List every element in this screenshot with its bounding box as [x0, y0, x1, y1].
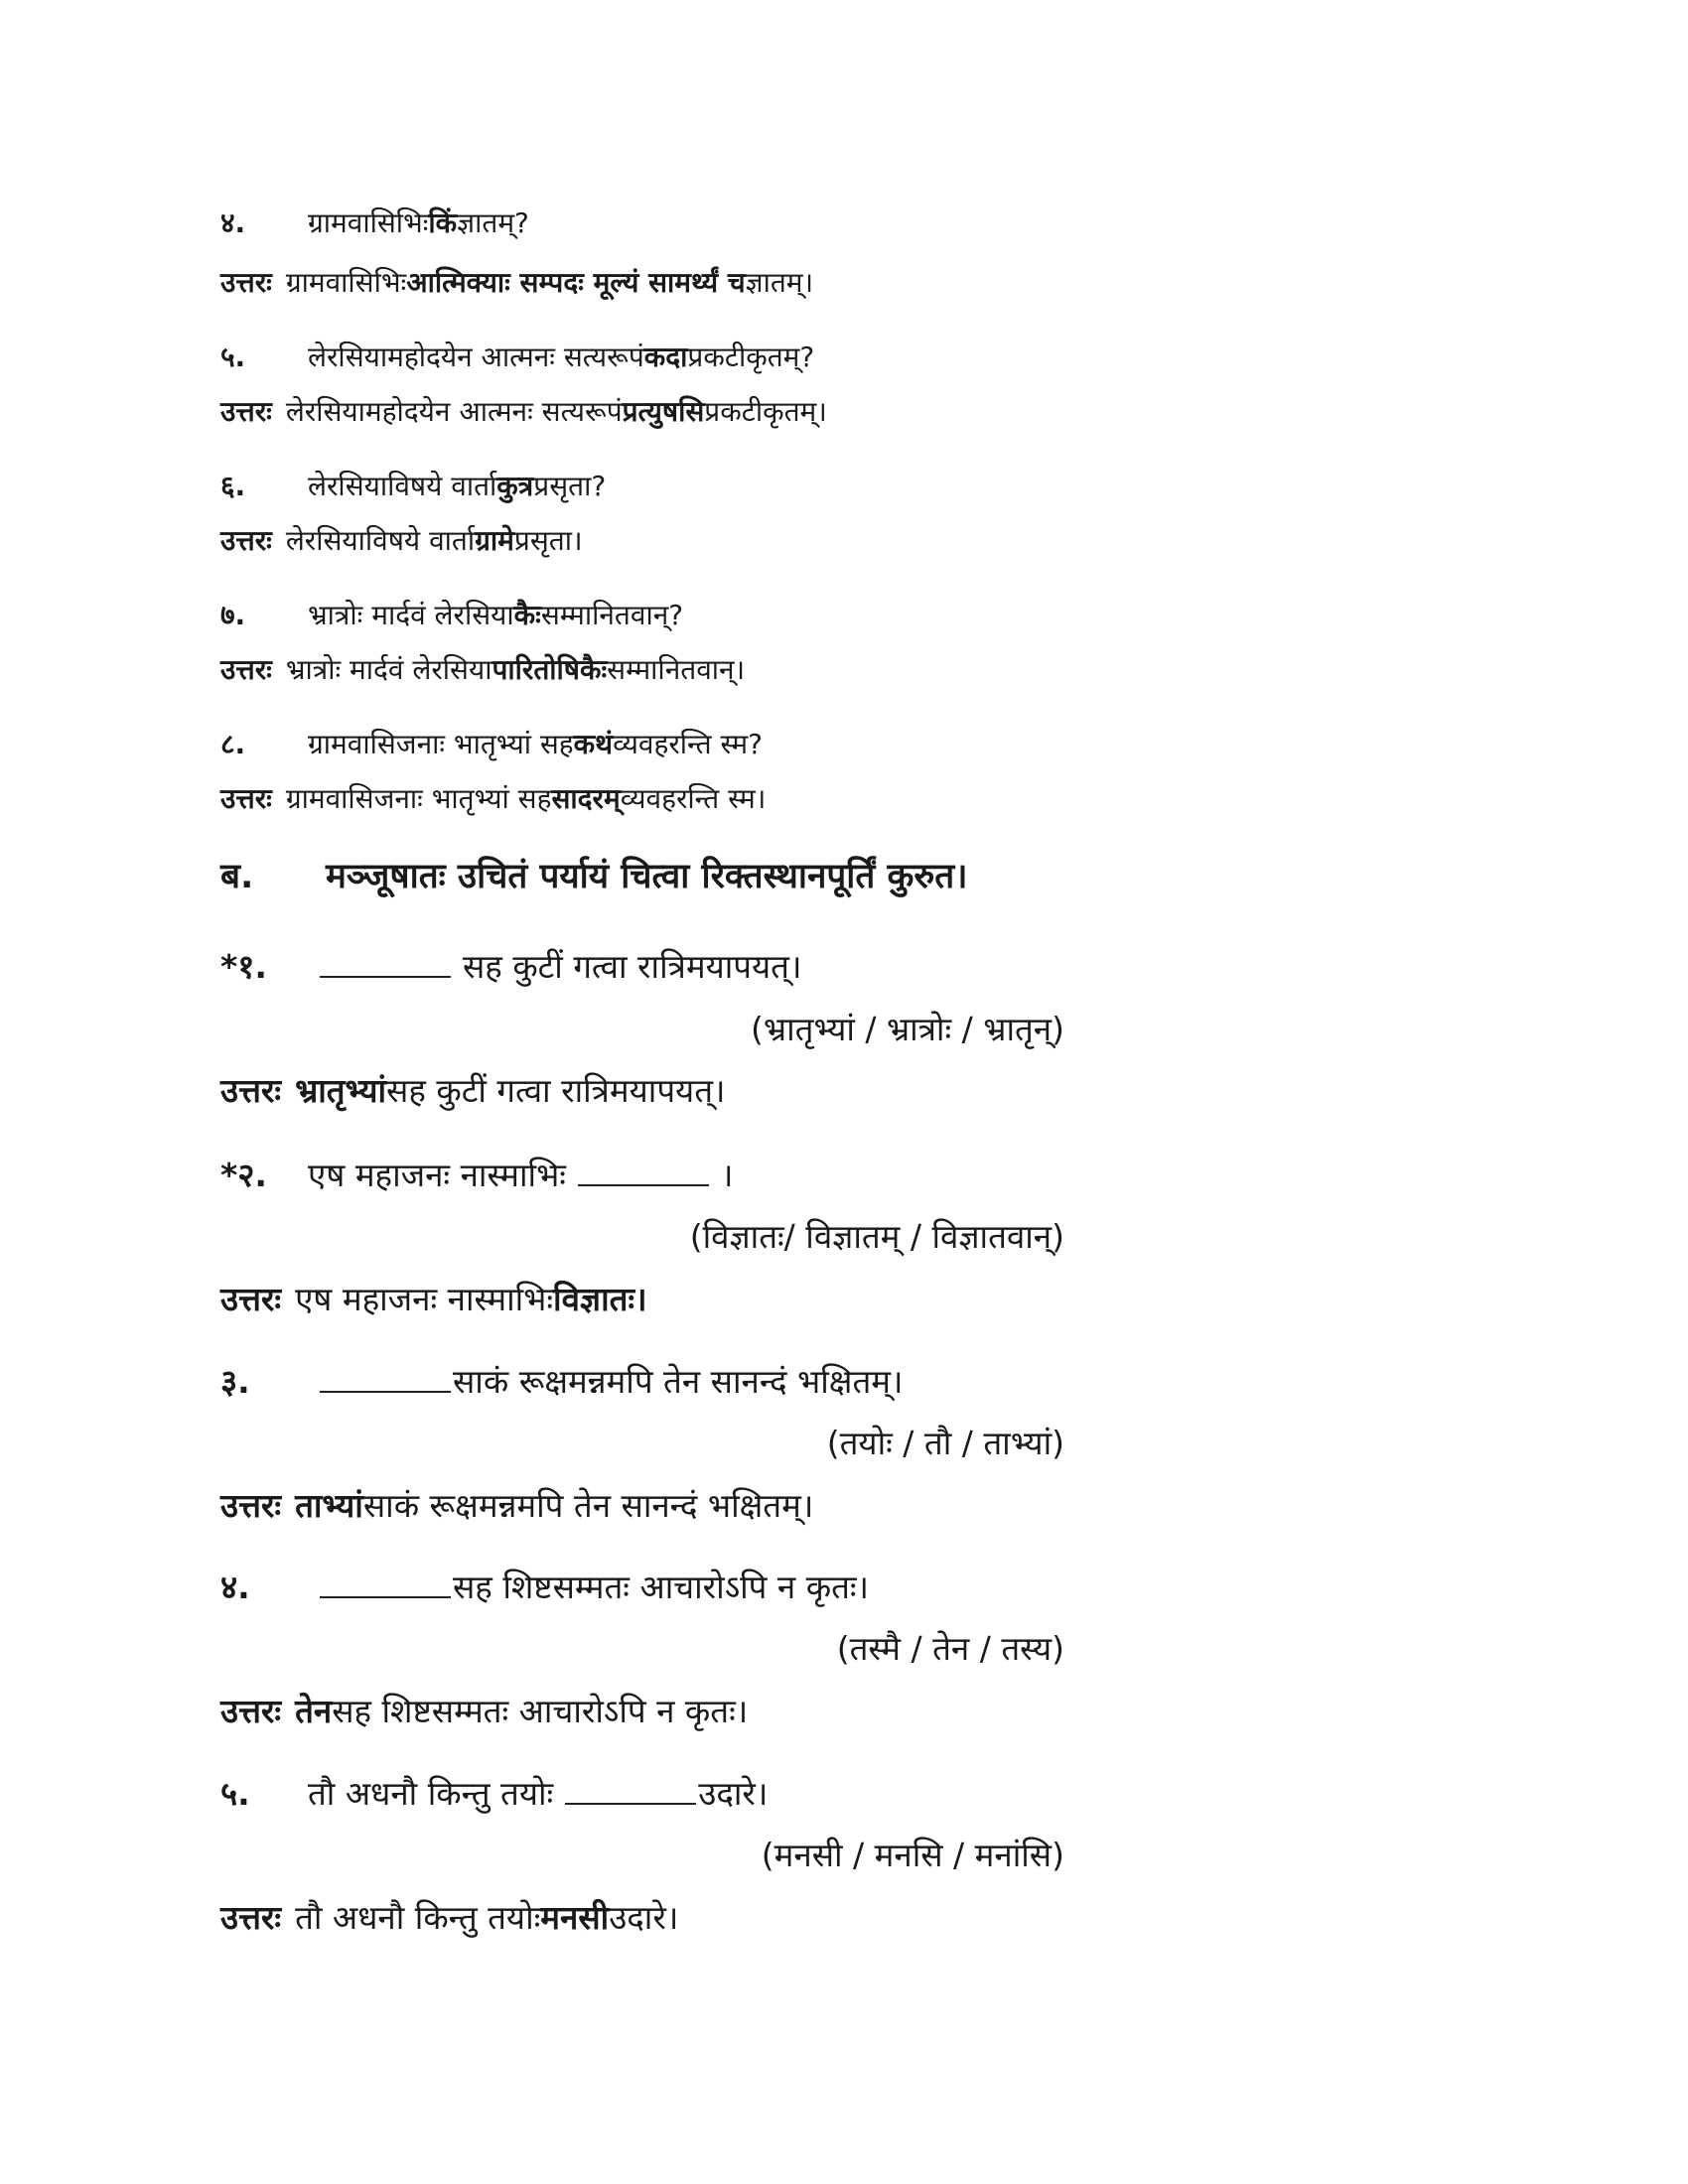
options-5: (मनसी / मनसि / मनांसि) — [761, 1836, 1064, 1874]
answer-text-post: प्रकटीकृतम्। — [704, 395, 827, 428]
answer-label: उत्तरः — [220, 653, 272, 686]
question-text-pre: ग्रामवासिभिः — [308, 206, 429, 239]
question-number: ८. — [220, 728, 246, 760]
section-number: ब. — [220, 857, 254, 896]
answer-keyword: ग्रामे — [475, 524, 514, 557]
question-keyword: कुत्र — [496, 470, 534, 502]
section-title: मञ्जूषातः उचितं पर्यायं चित्वा रिक्तस्थानपूर्तिं कुरुत। — [326, 857, 968, 896]
question-keyword: कदा — [643, 341, 688, 373]
answer-text-pre: ग्रामवासिजनाः भातृभ्यां सह — [285, 782, 552, 815]
question-text-post: साकं रूक्षमन्नमपि तेन सानन्दं भक्षितम्। — [453, 1362, 904, 1401]
answer-blank — [320, 1389, 451, 1393]
answer-label: उत्तरः — [220, 1692, 282, 1730]
answer-text-post: सम्मानितवान्। — [607, 653, 746, 686]
answer-keyword: ताभ्यां — [295, 1486, 363, 1525]
question-text-post: प्रसृता? — [533, 470, 607, 502]
answer-text-pre: लेरसियामहोदयेन आत्मनः सत्यरूपं — [285, 395, 623, 428]
question-number: ५. — [220, 341, 246, 373]
fill-question-2 — [220, 1152, 733, 1196]
question-4 — [220, 204, 529, 241]
options-2: (विज्ञातः/ विज्ञातम् / विज्ञातवान्) — [689, 1217, 1064, 1256]
answer-label: उत्तरः — [220, 1486, 282, 1525]
answer-keyword: पारितोषिकैः — [492, 653, 608, 686]
question-number: *१. — [220, 947, 267, 986]
answer-text-pre: ग्रामवासिभिः — [285, 266, 407, 299]
question-keyword: कैः — [513, 599, 541, 631]
question-number: ४. — [220, 206, 246, 239]
question-text-post: सम्मानितवान्? — [540, 599, 684, 631]
answer-text-post: सह कुटीं गत्वा रात्रिमयापयत्। — [386, 1071, 726, 1110]
answer-text-pre: एष महाजनः नास्माभिः — [295, 1280, 554, 1318]
answer-blank — [578, 1182, 709, 1186]
question-text-post: व्यवहरन्ति स्म? — [613, 728, 764, 760]
answer-text-post: ज्ञातम्। — [745, 266, 814, 299]
answer-label: उत्तरः — [220, 1898, 282, 1937]
answer-keyword: सादरम् — [551, 782, 621, 815]
answer-text-post: उदारे। — [609, 1898, 679, 1937]
question-keyword: कथं — [573, 728, 614, 760]
question-text-pre: लेरसियाविषये वार्ता — [308, 470, 497, 502]
question-keyword: किं — [428, 206, 458, 239]
fill-question-3 — [220, 1358, 904, 1403]
answer-text-post: साकं रूक्षमन्नमपि तेन सानन्दं भक्षितम्। — [362, 1486, 814, 1525]
fill-answer-1 — [220, 1067, 726, 1112]
answer-keyword: तेन — [295, 1692, 333, 1730]
question-text-pre: एष महाजनः नास्माभिः — [308, 1156, 566, 1194]
question-number: ५. — [220, 1774, 250, 1813]
question-7 — [220, 596, 683, 633]
question-text-pre: लेरसियामहोदयेन आत्मनः सत्यरूपं — [308, 341, 644, 373]
options-4: (तस्मै / तेन / तस्य) — [836, 1629, 1064, 1668]
answer-label: उत्तरः — [220, 524, 272, 557]
question-text-post: उदारे। — [698, 1774, 769, 1813]
question-text-post: प्रकटीकृतम्? — [687, 341, 815, 373]
question-8 — [220, 725, 763, 762]
answer-blank — [565, 1801, 696, 1805]
answer-keyword: विज्ञातः। — [553, 1280, 647, 1318]
question-6 — [220, 467, 606, 504]
fill-answer-2 — [220, 1276, 647, 1320]
answer-text-pre: तौ अधनौ किन्तु तयोः — [295, 1898, 541, 1937]
answer-text-pre: लेरसियाविषये वार्ता — [285, 524, 476, 557]
answer-label: उत्तरः — [220, 782, 272, 815]
answer-keyword: भ्रातृभ्यां — [295, 1071, 387, 1110]
answer-7 — [220, 650, 745, 688]
answer-label: उत्तरः — [220, 266, 272, 299]
answer-label: उत्तरः — [220, 395, 272, 428]
answer-keyword: आत्मिक्याः सम्पदः मूल्यं सामर्थ्यं च — [406, 266, 746, 299]
answer-blank — [320, 1594, 451, 1598]
answer-text-pre: भ्रात्रोः मार्दवं लेरसिया — [285, 653, 492, 686]
question-text-post: सह कुटीं गत्वा रात्रिमयापयत्। — [463, 947, 802, 986]
question-5 — [220, 338, 814, 375]
fill-question-1 — [220, 943, 801, 988]
question-number: ४. — [220, 1568, 250, 1606]
answer-text-post: व्यवहरन्ति स्म। — [620, 782, 767, 815]
answer-6 — [220, 521, 583, 559]
question-text-pre: भ्रात्रोः मार्दवं लेरसिया — [308, 599, 514, 631]
question-text-post: । — [720, 1156, 734, 1194]
answer-5 — [220, 392, 827, 430]
answer-text-post: सह शिष्टसम्मतः आचारोऽपि न कृतः। — [332, 1692, 749, 1730]
question-number: ३. — [220, 1362, 250, 1401]
section-b-heading — [220, 852, 967, 898]
options-1: (भ्रातृभ्यां / भ्रात्रोः / भ्रातृन्) — [751, 1010, 1064, 1048]
answer-label: उत्तरः — [220, 1071, 282, 1110]
question-number: ७. — [220, 599, 246, 631]
fill-answer-5 — [220, 1894, 678, 1939]
fill-question-5 — [220, 1770, 768, 1815]
fill-answer-4 — [220, 1688, 748, 1732]
answer-keyword: मनसी — [540, 1898, 610, 1937]
answer-8 — [220, 779, 766, 817]
question-number: ६. — [220, 470, 246, 502]
options-3: (तयोः / तौ / ताभ्यां) — [826, 1424, 1064, 1462]
answer-label: उत्तरः — [220, 1280, 282, 1318]
fill-answer-3 — [220, 1482, 813, 1527]
question-text-post: ज्ञातम्? — [457, 206, 529, 239]
answer-keyword: प्रत्युषसि — [622, 395, 705, 428]
answer-4 — [220, 263, 813, 301]
fill-question-4 — [220, 1564, 869, 1608]
question-number: *२. — [220, 1156, 267, 1194]
question-text-pre: तौ अधनौ किन्तु तयोः — [308, 1774, 554, 1813]
question-text-post: सह शिष्टसम्मतः आचारोऽपि न कृतः। — [453, 1568, 870, 1606]
answer-text-post: प्रसृता। — [513, 524, 583, 557]
question-text-pre: ग्रामवासिजनाः भातृभ्यां सह — [308, 728, 574, 760]
answer-blank — [320, 974, 451, 978]
